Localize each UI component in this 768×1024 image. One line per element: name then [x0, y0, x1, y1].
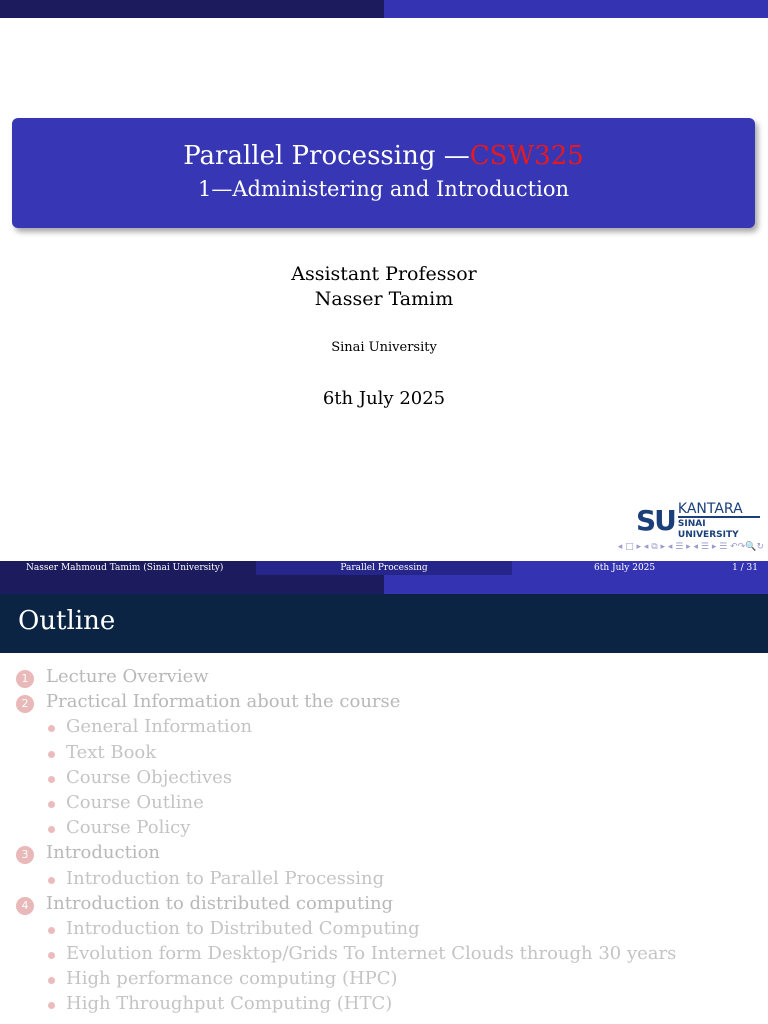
header-strip — [0, 575, 768, 594]
author-block — [0, 262, 768, 312]
outline-subsection[interactable] — [0, 993, 768, 1018]
logo-university: SINAI UNIVERSITY — [678, 516, 760, 541]
outline-subsection[interactable] — [0, 742, 768, 767]
subsection-title: High Throughput Computing (HTC) — [66, 993, 393, 1015]
section-number-ball: 4 — [16, 897, 34, 915]
outline-subsection[interactable] — [0, 968, 768, 993]
bullet-icon — [48, 927, 55, 934]
subsection-title: Evolution form Desktop/Grids To Internet Clouds through 30 years — [66, 943, 677, 965]
subsection-title: General Information — [66, 716, 253, 738]
outline-subsection[interactable] — [0, 792, 768, 817]
subsection-title: Course Policy — [66, 817, 191, 839]
outline-list — [0, 666, 768, 1019]
university-logo — [636, 500, 760, 540]
outline-section[interactable] — [0, 666, 768, 691]
institute: Sinai University — [331, 340, 437, 355]
footer-page-number: 1 / 31 — [732, 563, 758, 573]
frame-title: Outline — [18, 606, 116, 636]
frame-title-bar — [0, 594, 768, 653]
subsection-title: Course Outline — [66, 791, 204, 813]
subsection-title: Text Book — [66, 741, 157, 763]
bullet-icon — [48, 801, 55, 808]
presentation-date: 6th July 2025 — [322, 388, 446, 409]
beamer-navigation-icons[interactable]: ◂ □ ▸ ◂ ⧉ ▸ ◂ ☰ ▸ ◂ ☰ ▸ ☰ ↶↷🔍↻ — [617, 542, 764, 552]
outline-section[interactable] — [0, 691, 768, 716]
title-main: Parallel Processing — — [183, 141, 470, 171]
logo-mark: SU — [636, 504, 675, 537]
author-position: Assistant Professor — [291, 263, 477, 285]
subsection-title: Course Objectives — [66, 766, 233, 788]
outline-subsection[interactable] — [0, 943, 768, 968]
outline-subsection[interactable] — [0, 767, 768, 792]
outline-subsection[interactable] — [0, 868, 768, 893]
header-strip-right — [384, 0, 768, 18]
presentation-subtitle: 1—Administering and Introduction — [197, 177, 570, 201]
section-title: Practical Information about the course — [46, 691, 401, 713]
outline-subsection[interactable] — [0, 817, 768, 842]
header-strip — [0, 0, 768, 18]
bullet-icon — [48, 977, 55, 984]
bullet-icon — [48, 751, 55, 758]
section-title: Lecture Overview — [46, 666, 209, 687]
header-strip-left — [0, 0, 384, 18]
bullet-icon — [48, 877, 55, 884]
footer-title: Parallel Processing — [256, 561, 512, 575]
outline-section[interactable] — [0, 893, 768, 918]
outline-subsection[interactable] — [0, 716, 768, 741]
section-title: Introduction — [46, 842, 160, 864]
outline-section[interactable] — [0, 842, 768, 867]
presentation-title — [12, 140, 755, 172]
outline-subsection[interactable] — [0, 918, 768, 943]
section-number-ball: 2 — [16, 695, 34, 713]
header-strip-left — [0, 575, 384, 594]
section-number-ball: 3 — [16, 846, 34, 864]
subsection-title: High performance computing (HPC) — [66, 968, 398, 990]
author-name: Nasser Tamim — [314, 288, 454, 310]
bullet-icon — [48, 952, 55, 959]
bullet-icon — [48, 826, 55, 833]
section-title: Introduction to distributed computing — [46, 892, 394, 914]
section-number-ball: 1 — [16, 670, 34, 688]
footer-author: Nasser Mahmoud Tamim (Sinai University) — [0, 561, 256, 575]
header-strip-right — [384, 575, 768, 594]
bullet-icon — [48, 776, 55, 783]
bullet-icon — [48, 725, 55, 732]
outline-slide — [0, 575, 768, 1024]
footer-date: 6th July 2025 — [594, 563, 656, 573]
subsection-title: Introduction to Parallel Processing — [66, 867, 385, 889]
footline — [0, 561, 768, 575]
title-box — [12, 118, 755, 228]
footer-date-page — [512, 561, 768, 575]
bullet-icon — [48, 1002, 55, 1009]
logo-name: KANTARA — [677, 500, 743, 517]
subsection-title: Introduction to Distributed Computing — [66, 917, 420, 939]
course-code: CSW325 — [469, 141, 584, 171]
logo-text — [678, 502, 760, 541]
